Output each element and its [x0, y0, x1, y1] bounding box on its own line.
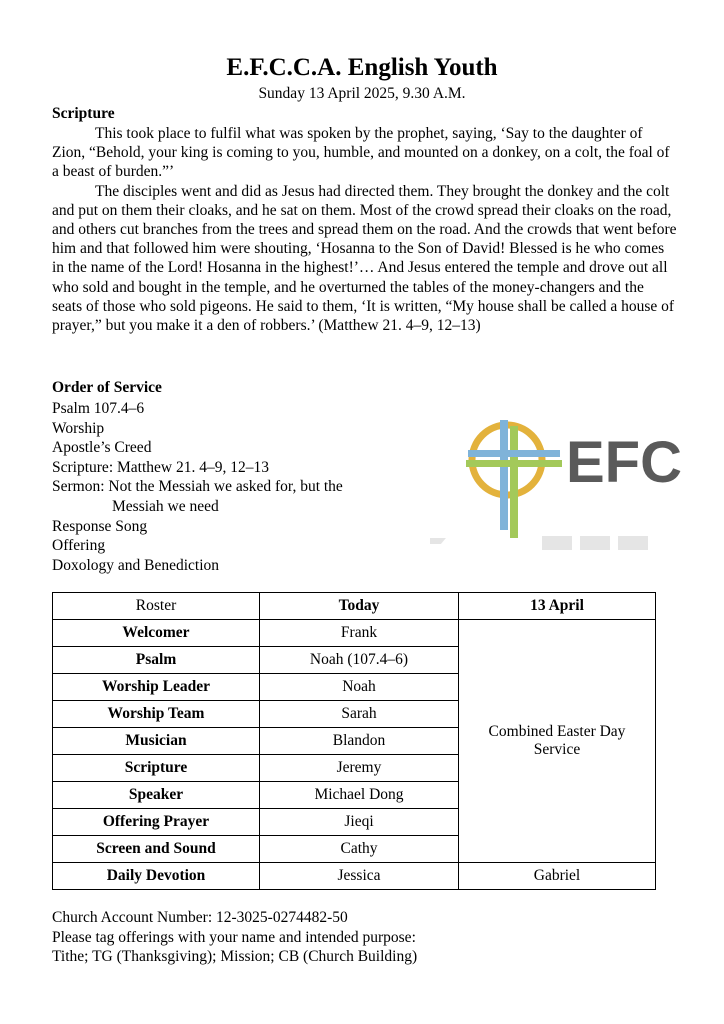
today-cell: Blandon: [260, 728, 459, 755]
role-cell: Worship Leader: [53, 674, 260, 701]
footer-info: [52, 908, 672, 967]
logo-text: EFC: [566, 430, 682, 495]
today-cell: Noah (107.4–6): [260, 647, 459, 674]
service-item: Worship: [52, 419, 105, 437]
service-item: Response Song: [52, 517, 148, 535]
service-item: Psalm 107.4–6: [52, 400, 145, 417]
scripture-text: [52, 124, 677, 335]
service-item: Scripture: Matthew 21. 4–9, 12–13: [52, 458, 269, 476]
role-cell: Psalm: [53, 647, 260, 674]
service-item: Doxology and Benediction: [52, 556, 220, 574]
today-header: Today: [260, 593, 459, 620]
service-item-continued: Messiah we need: [112, 497, 219, 515]
order-of-service-heading: Order of Service: [52, 379, 162, 396]
service-item: Sermon: Not the Messiah we asked for, but the: [52, 478, 343, 496]
role-cell: Scripture: [53, 755, 260, 782]
scripture-paragraph: This took place to fulfil what was spoken by the prophet, saying, ‘Say to the daughter of Zion, “Behold, your king is coming to you, humble, and mounted on a donkey, on a colt, the foal of a beast of burden.”’: [52, 125, 670, 181]
next-date-cell: Gabriel: [459, 863, 656, 890]
roster-header: Roster: [53, 593, 260, 620]
combined-service-cell: Combined Easter Day Service: [459, 620, 656, 863]
page-title: E.F.C.C.A. English Youth: [226, 54, 498, 81]
role-cell: Welcomer: [53, 620, 260, 647]
logo-reflection: [430, 536, 648, 550]
today-cell: Noah: [260, 674, 459, 701]
logo-crossbar-green: [466, 460, 562, 467]
offering-tags: Tithe; TG (Thanksgiving); Mission; CB (Church Building): [52, 948, 418, 966]
role-cell: Daily Devotion: [53, 863, 260, 890]
next-date-header: 13 April: [459, 593, 656, 620]
service-item: Apostle’s Creed: [52, 439, 152, 457]
efc-logo: [430, 414, 690, 564]
today-cell: Frank: [260, 620, 459, 647]
scripture-paragraph: The disciples went and did as Jesus had directed them. They brought the donkey and the colt and put on them their cloaks, and he sat on them. Most of the crowd spread their cloaks on the road, and others cut branches from the trees and spread them on the road. And the crowds that went before him and that followed him were shouting, ‘Hosanna to the Son of David! Blessed is he who comes in the name of the Lord! Hosanna in the highest!’… And Jesus entered the temple and drove out all who sold and bought in the temple, and he overturned the tables of the money-changers and the seats of those who sold pigeons. He said to them, ‘It is written, “My house shall be called a house of prayer,” but you make it a den of robbers.’ (Matthew 21. 4–9, 12–13): [52, 182, 677, 335]
offering-instruction: Please tag offerings with your name and intended purpose:: [52, 928, 416, 946]
logo-crossbar-blue: [468, 450, 560, 457]
today-cell: Michael Dong: [260, 782, 459, 809]
role-cell: Speaker: [53, 782, 260, 809]
order-of-service-list: [52, 399, 392, 575]
role-cell: Musician: [53, 728, 260, 755]
role-cell: Offering Prayer: [53, 809, 260, 836]
today-cell: Jeremy: [260, 755, 459, 782]
role-cell: Worship Team: [53, 701, 260, 728]
logo-cross-green: [510, 426, 518, 538]
table-row: [53, 863, 656, 890]
role-cell: Screen and Sound: [53, 836, 260, 863]
today-cell: Cathy: [260, 836, 459, 863]
today-cell: Jessica: [260, 863, 459, 890]
today-cell: Sarah: [260, 701, 459, 728]
today-cell: Jieqi: [260, 809, 459, 836]
service-date: Sunday 13 April 2025, 9.30 A.M.: [258, 85, 466, 102]
service-item: Offering: [52, 537, 106, 555]
scripture-heading: Scripture: [52, 105, 115, 122]
logo-cross-blue: [500, 420, 508, 530]
roster-table: [52, 592, 656, 890]
account-number: Church Account Number: 12-3025-0274482-50: [52, 909, 348, 926]
table-row: [53, 620, 656, 647]
table-header-row: [53, 593, 656, 620]
